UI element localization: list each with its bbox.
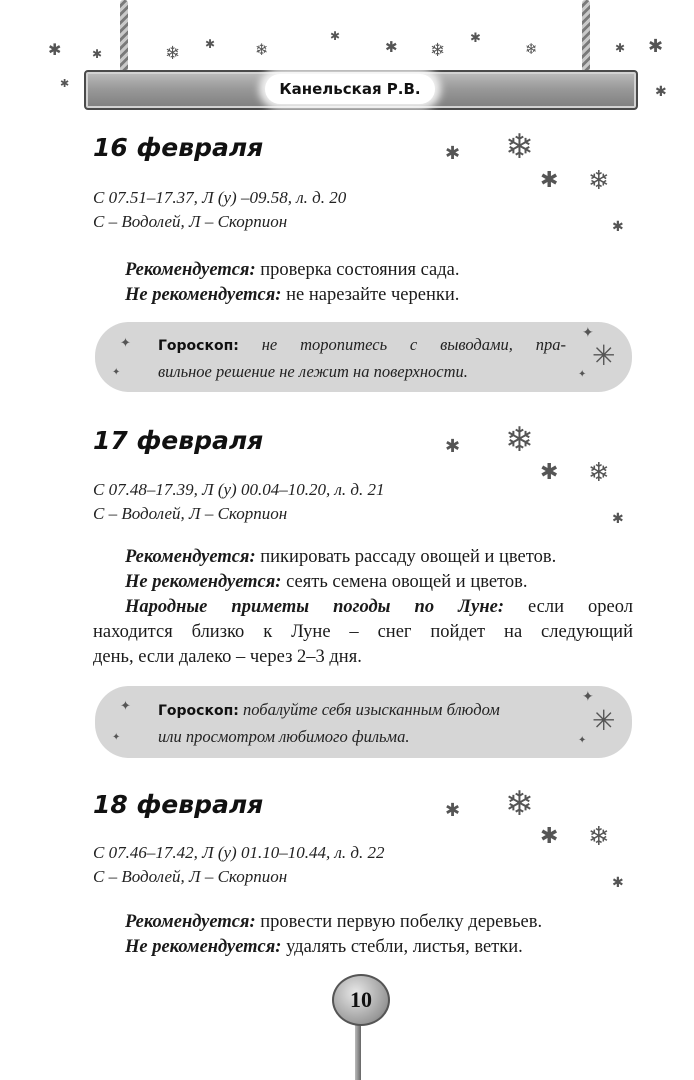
snowflake-icon: ❄ xyxy=(505,784,534,824)
snowflake-icon: ❄ xyxy=(588,822,610,852)
folk-label: Народные приметы погоды по Луне: xyxy=(125,597,504,617)
notrec-label: Не рекомендуется: xyxy=(125,285,282,305)
notrec-text: удалять стебли, листья, ветки. xyxy=(281,937,523,957)
snowflake-icon: ✱ xyxy=(60,77,70,90)
snowflake-icon: ✱ xyxy=(92,47,103,61)
snowflake-icon: ✱ xyxy=(612,511,624,527)
horoscope-label: Гороскоп: xyxy=(158,338,239,354)
recommendations: Рекомендуется: пикировать рассаду овощей и цветов. Не рекомендуется: сеять семена овощей и цветов. Народные приметы погоды по Луне: если ореол находится близко к Луне – снег пойдет на следующий день, если далеко – через 2–3 дня. xyxy=(93,547,633,667)
rec-label: Рекомендуется: xyxy=(125,912,256,932)
star-icon: ✦ xyxy=(120,699,131,714)
rec-text: пикировать рассаду овощей и цветов. xyxy=(255,547,557,567)
snowflake-icon: ✱ xyxy=(540,824,559,849)
snowflake-icon: ❄ xyxy=(255,40,269,59)
star-icon: ✦ xyxy=(578,369,587,380)
snowflake-icon: ✱ xyxy=(540,168,559,193)
recommendations xyxy=(93,910,633,960)
snowflake-icon: ✱ xyxy=(445,436,461,457)
notrec-text: сеять семена овощей и цветов. xyxy=(281,572,528,592)
rec-text: провести первую побелку деревьев. xyxy=(255,912,543,932)
star-icon: ✦ xyxy=(578,735,587,746)
ephemeris-line: С 07.46–17.42, Л (у) 01.10–10.44, л. д. 22 xyxy=(93,843,385,862)
snowflake-icon: ✱ xyxy=(48,40,62,59)
snowflake-icon: ✱ xyxy=(385,38,398,56)
horoscope-label: Гороскоп: xyxy=(158,703,239,719)
recommendations xyxy=(93,258,633,308)
snowflake-icon: ❄ xyxy=(430,40,446,61)
ephemeris-line: С 07.48–17.39, Л (у) 00.04–10.20, л. д. 21 xyxy=(93,480,385,499)
snowflake-icon: ✱ xyxy=(330,29,341,43)
snowflake-icon: ❄ xyxy=(505,127,534,167)
snowflake-icon: ❄ xyxy=(588,458,610,488)
snowflake-icon: ✱ xyxy=(445,143,461,164)
snowflake-icon: ❄ xyxy=(505,420,534,460)
star-icon: ✦ xyxy=(582,325,594,341)
rec-text: проверка состояния сада. xyxy=(255,260,460,280)
snowflake-icon: ✱ xyxy=(655,84,667,100)
star-icon: ✦ xyxy=(112,367,121,378)
snowflake-icon: ✱ xyxy=(470,31,481,46)
snowflake-icon: ✱ xyxy=(612,875,624,891)
rec-label: Рекомендуется: xyxy=(125,547,256,567)
horoscope-text: Гороскоп: побалуйте себя изысканным блюдом или просмотром любимого фильма. xyxy=(158,700,500,746)
snowflake-icon: ✱ xyxy=(540,460,559,485)
snowflake-icon: ❄ xyxy=(588,166,610,196)
day-title: 16 февраля xyxy=(93,133,264,162)
snowflake-icon: ✳ xyxy=(592,339,616,372)
snowflake-icon: ✱ xyxy=(615,41,626,55)
zodiac-line: С – Водолей, Л – Скорпион xyxy=(93,504,288,523)
star-icon: ✦ xyxy=(120,336,131,351)
snowflake-icon: ❄ xyxy=(165,43,181,64)
snowflake-icon: ❄ xyxy=(525,40,538,58)
notrec-label: Не рекомендуется: xyxy=(125,572,282,592)
snowflake-icon: ✱ xyxy=(648,36,664,57)
sign-post xyxy=(355,1020,361,1080)
snowflake-icon: ✳ xyxy=(592,704,616,737)
day-title: 17 февраля xyxy=(93,426,264,455)
day-title: 18 февраля xyxy=(93,790,264,819)
ephemeris-line: С 07.51–17.37, Л (у) –09.58, л. д. 20 xyxy=(93,188,347,207)
zodiac-line: С – Водолей, Л – Скорпион xyxy=(93,212,288,231)
author-name: Канельская Р.В. xyxy=(265,74,435,104)
zodiac-line: С – Водолей, Л – Скорпион xyxy=(93,867,288,886)
page-number: 10 xyxy=(332,974,390,1026)
snowflake-icon: ✱ xyxy=(205,37,216,51)
star-icon: ✦ xyxy=(112,732,121,743)
horoscope-text: Гороскоп: не торопитесь с выводами, пра- вильное решение не лежит на поверхности. xyxy=(158,335,566,381)
snowflake-icon: ✱ xyxy=(612,219,624,235)
snowflake-icon: ✱ xyxy=(445,800,461,821)
rec-label: Рекомендуется: xyxy=(125,260,256,280)
notrec-label: Не рекомендуется: xyxy=(125,937,282,957)
notrec-text: не нарезайте черенки. xyxy=(281,285,460,305)
star-icon: ✦ xyxy=(582,689,594,705)
